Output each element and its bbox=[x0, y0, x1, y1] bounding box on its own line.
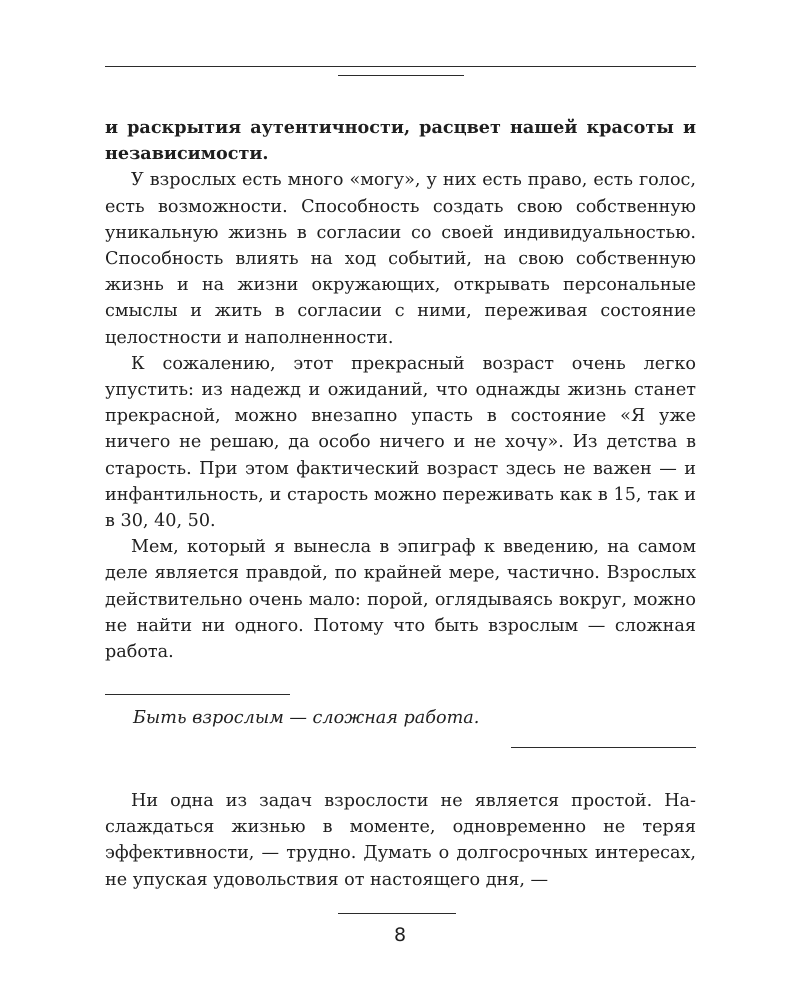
paragraph: Мем, который я вынесла в эпиграф к введению, на самом деле является правдой, по крайней мере, частично. Взрослых действительно очень мало: порой, оглядываясь вокруг, можно не найти ни одного. Потому что быть взрослым — сложная работа. bbox=[105, 537, 696, 663]
paragraph-lead: и раскрытия аутентичности, расцвет нашей красоты и независимости. bbox=[105, 117, 696, 165]
footer-divider bbox=[338, 913, 456, 914]
quote-top-divider bbox=[105, 694, 290, 695]
body-text bbox=[105, 115, 696, 665]
header-short-divider bbox=[338, 75, 464, 76]
paragraph: Ни одна из задач взрослости не является простой. Наслаждаться жизнью в моменте, одновременно не теряя эффективности, — трудно. Думать о долгосрочных интересах, не упуская удовольствия от настоящего дня, — bbox=[105, 791, 696, 890]
paragraph: У взрослых есть много «могу», у них есть право, есть голос, есть возможности. Способность создать свою собственную уникальную жизнь в согласии со своей индивидуальностью. Способность влиять на ход событий, на свою собственную жизнь и на жизни окружающих, открывать персональные смыслы и жить в согласии с ними, переживая состояние целостности и наполненности. bbox=[105, 170, 696, 348]
quote-bottom-divider bbox=[511, 747, 696, 748]
page-number: 8 bbox=[393, 924, 407, 946]
top-divider bbox=[105, 66, 696, 67]
body-text-continued bbox=[105, 788, 696, 893]
paragraph: К сожалению, этот прекрасный возраст очень легко упустить: из надежд и ожиданий, что однажды жизнь станет прекрасной, можно внезапно упасть в состояние «Я уже ничего не решаю, да особо ничего и не хочу». Из детства в старость. При этом фактический возраст здесь не важен — и инфантильность, и старость можно переживать как в 15, так и в 30, 40, 50. bbox=[105, 353, 696, 532]
pull-quote: Быть взрослым — сложная работа. bbox=[133, 708, 480, 728]
